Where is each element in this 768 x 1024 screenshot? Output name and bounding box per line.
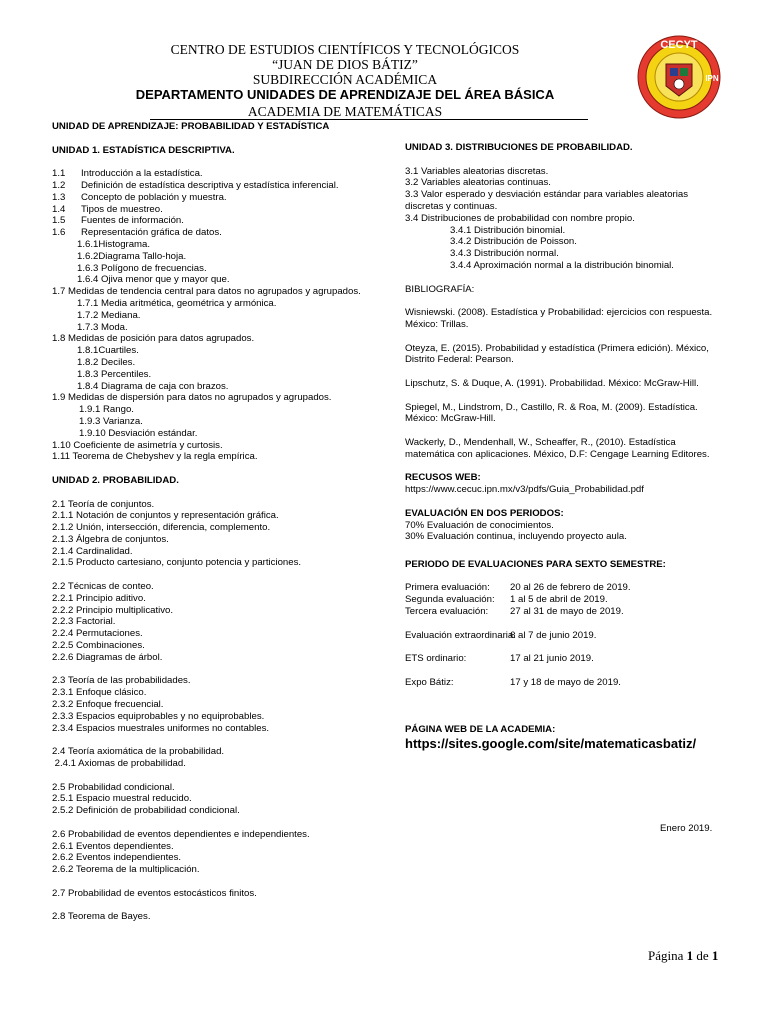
list-item: 2.2.3 Factorial.: [52, 616, 116, 628]
bibliography-entry: Spiegel, M., Lindstrom, D., Castillo, R. & Roa, M. (2009). Estadística. México: McGraw-Hill.: [405, 401, 698, 425]
list-item: 2.2.1 Principio aditivo.: [52, 592, 146, 604]
cecyt-shield-logo-icon: [636, 34, 722, 120]
list-subitem: 1.8.2 Deciles.: [77, 356, 136, 368]
list-item: 1.3 Concepto de población y muestra.: [52, 191, 227, 203]
list-subitem: 1.7.2 Mediana.: [77, 309, 141, 321]
list-item: 3.2 Variables aleatorias continuas.: [405, 177, 551, 189]
school-name: CENTRO DE ESTUDIOS CIENTÍFICOS Y TECNOLÓGICOS: [170, 42, 520, 57]
period-row: Tercera evaluación: 27 al 31 de mayo de 2019.: [405, 606, 624, 618]
list-subitem: 1.7.3 Moda.: [77, 321, 128, 333]
list-subitem: 3.4.1 Distribución binomial.: [450, 224, 566, 236]
period-row: Segunda evaluación: 1 al 5 de abril de 2019.: [405, 594, 608, 606]
list-subitem: 1.8.1Cuartiles.: [77, 345, 139, 357]
list-item: 1.11 Teorema de Chebyshev y la regla empírica.: [52, 451, 258, 463]
list-item: 2.2.5 Combinaciones.: [52, 640, 145, 652]
list-item: 2.8 Teorema de Bayes.: [52, 911, 151, 923]
unit2-heading: UNIDAD 2. PROBABILIDAD.: [52, 474, 179, 486]
list-item: 2.6.1 Eventos dependientes.: [52, 840, 174, 852]
header-underline: [150, 119, 588, 120]
list-item: 2.6 Probabilidad de eventos dependientes e independientes.: [52, 828, 310, 840]
list-item: 2.3.4 Espacios muestrales uniformes no contables.: [52, 722, 270, 734]
academy-web-heading: PÁGINA WEB DE LA ACADEMIA:: [405, 724, 556, 736]
list-item: 2.1.2 Unión, intersección, diferencia, complemento.: [52, 522, 271, 534]
list-subitem: 1.8.4 Diagrama de caja con brazos.: [77, 380, 229, 392]
unit1-heading: UNIDAD 1. ESTADÍSTICA DESCRIPTIVA.: [52, 144, 235, 156]
evaluation-heading: EVALUACIÓN EN DOS PERIODOS:: [405, 507, 564, 519]
list-item: 3.4 Distribuciones de probabilidad con nombre propio.: [405, 212, 635, 224]
list-subitem: 1.8.3 Percentiles.: [77, 368, 152, 380]
subdirection: SUBDIRECCIÓN ACADÉMICA: [252, 72, 438, 87]
list-subitem: 1.6.1Histograma.: [77, 238, 151, 250]
list-item: 2.2 Técnicas de conteo.: [52, 581, 154, 593]
list-item: 2.5.1 Espacio muestral reducido.: [52, 793, 192, 805]
bibliography-entry: Oteyza, E. (2015). Probabilidad y estadística (Primera edición). México, Distrito Federal: Pearson.: [405, 342, 709, 366]
list-item: 1.8 Medidas de posición para datos agrupados.: [52, 333, 255, 345]
period-row: Primera evaluación: 20 al 26 de febrero de 2019.: [405, 582, 631, 594]
list-subitem: 1.6.4 Ojiva menor que y mayor que.: [77, 274, 230, 286]
page-number: Página 1 de 1: [648, 948, 719, 963]
list-item: 1.6 Representación gráfica de datos.: [52, 227, 222, 239]
bibliography-entry: Wackerly, D., Mendenhall, W., Scheaffer, R., (2010). Estadística matemática con aplicaciones. México, D.F: Cengage Learning Editores.: [405, 436, 710, 460]
school-subname: “JUAN DE DIOS BÁTIZ”: [272, 57, 418, 72]
document-header: [60, 42, 630, 121]
list-item: 3.3 Valor esperado y desviación estándar para variables aleatorias discretas y continuas.: [405, 189, 689, 212]
list-item: 2.2.6 Diagramas de árbol.: [52, 651, 163, 663]
list-item: 1.9 Medidas de dispersión para datos no agrupados y agrupados.: [52, 392, 332, 404]
svg-text:IPN: IPN: [705, 74, 719, 83]
list-item: 2.3.1 Enfoque clásico.: [52, 687, 147, 699]
period-row: ETS ordinario: 17 al 21 junio 2019.: [405, 653, 594, 665]
period-row: Expo Bátiz: 17 y 18 de mayo de 2019.: [405, 676, 621, 688]
bibliography-entry: Lipschutz, S. & Duque, A. (1991). Probabilidad. México: McGraw-Hill.: [405, 377, 699, 389]
periods-heading: PERIODO DE EVALUACIONES PARA SEXTO SEMESTRE:: [405, 558, 666, 570]
list-subitem: 1.7.1 Media aritmética, geométrica y armónica.: [77, 297, 277, 309]
list-item: 2.3.3 Espacios equiprobables y no equiprobables.: [52, 710, 265, 722]
list-subitem: 1.6.3 Polígono de frecuencias.: [77, 262, 207, 274]
document-date: Enero 2019.: [660, 823, 713, 834]
bibliography-heading: BIBLIOGRAFÍA:: [405, 283, 475, 295]
period-row: Evaluación extraordinaria: 6 al 7 de junio 2019.: [405, 629, 597, 641]
list-subitem: 1.9.1 Rango.: [79, 404, 134, 416]
svg-text:CECYT: CECYT: [660, 39, 698, 51]
list-item: 2.5.2 Definición de probabilidad condicional.: [52, 805, 240, 817]
web-resources-heading: RECUSOS WEB:: [405, 472, 481, 484]
list-item: 1.10 Coeficiente de asimetría y curtosis.: [52, 439, 223, 451]
list-item: 2.1.3 Álgebra de conjuntos.: [52, 533, 169, 545]
list-item: 2.3 Teoría de las probabilidades.: [52, 675, 191, 687]
bibliography-entry: Wisniewski. (2008). Estadística y Probabilidad: ejercicios con respuesta. México: Trillas.: [405, 307, 713, 330]
list-item: 1.5 Fuentes de información.: [52, 215, 184, 227]
list-item: 1.4 Tipos de muestreo.: [52, 203, 163, 215]
list-subitem: 1.9.10 Desviación estándar.: [79, 427, 198, 439]
web-resource-link[interactable]: https://www.cecuc.ipn.mx/v3/pdfs/Guia_Probabilidad.pdf: [405, 484, 644, 496]
list-subitem: 1.9.3 Varianza.: [79, 415, 143, 427]
list-item: 1.7 Medidas de tendencia central para datos no agrupados y agrupados.: [52, 286, 361, 298]
evaluation-line: 70% Evaluación de conocimientos.: [405, 519, 554, 531]
evaluation-line: 30% Evaluación continua, incluyendo proyecto aula.: [405, 531, 627, 543]
list-subitem: 3.4.4 Aproximación normal a la distribución binomial.: [450, 259, 674, 271]
list-item: 3.1 Variables aleatorias discretas.: [405, 165, 549, 177]
academy-name: ACADEMIA DE MATEMÁTICAS: [247, 104, 443, 119]
list-subitem: 3.4.2 Distribución de Poisson.: [450, 236, 577, 248]
list-item: 2.1.4 Cardinalidad.: [52, 545, 133, 557]
list-item: 2.7 Probabilidad de eventos estocásticos finitos.: [52, 887, 257, 899]
list-item: 2.4 Teoría axiomática de la probabilidad.: [52, 746, 225, 758]
list-item: 2.1 Teoría de conjuntos.: [52, 498, 155, 510]
list-item: 1.1 Introducción a la estadística.: [52, 168, 203, 180]
academy-web-link[interactable]: https://sites.google.com/site/matematicasbatiz/: [405, 735, 697, 751]
list-item: 2.6.2 Teorema de la multiplicación.: [52, 864, 200, 876]
left-column: [52, 121, 372, 923]
list-item: 2.4.1 Axiomas de probabilidad.: [52, 758, 186, 770]
list-item: 2.5 Probabilidad condicional.: [52, 781, 175, 793]
list-item: 2.1.5 Producto cartesiano, conjunto potencia y particiones.: [52, 557, 302, 569]
department: DEPARTAMENTO UNIDADES DE APRENDIZAJE DEL ÁREA BÁSICA: [135, 87, 555, 102]
list-item: 2.1.1 Notación de conjuntos y representación gráfica.: [52, 510, 279, 522]
unit3-heading: UNIDAD 3. DISTRIBUCIONES DE PROBABILIDAD.: [405, 142, 633, 153]
list-item: 2.2.2 Principio multiplicativo.: [52, 604, 174, 616]
list-item: 2.6.2 Eventos independientes.: [52, 852, 182, 864]
list-item: 2.2.4 Permutaciones.: [52, 628, 143, 640]
list-item: 2.3.2 Enfoque frecuencial.: [52, 699, 164, 711]
unit-title: UNIDAD DE APRENDIZAJE: PROBABILIDAD Y ESTADÍSTICA: [52, 121, 330, 132]
list-item: 1.2 Definición de estadística descriptiva y estadística inferencial.: [52, 179, 339, 191]
list-subitem: 1.6.2Diagrama Tallo-hoja.: [77, 250, 187, 262]
right-column: [405, 142, 725, 751]
list-subitem: 3.4.3 Distribución normal.: [450, 248, 559, 260]
